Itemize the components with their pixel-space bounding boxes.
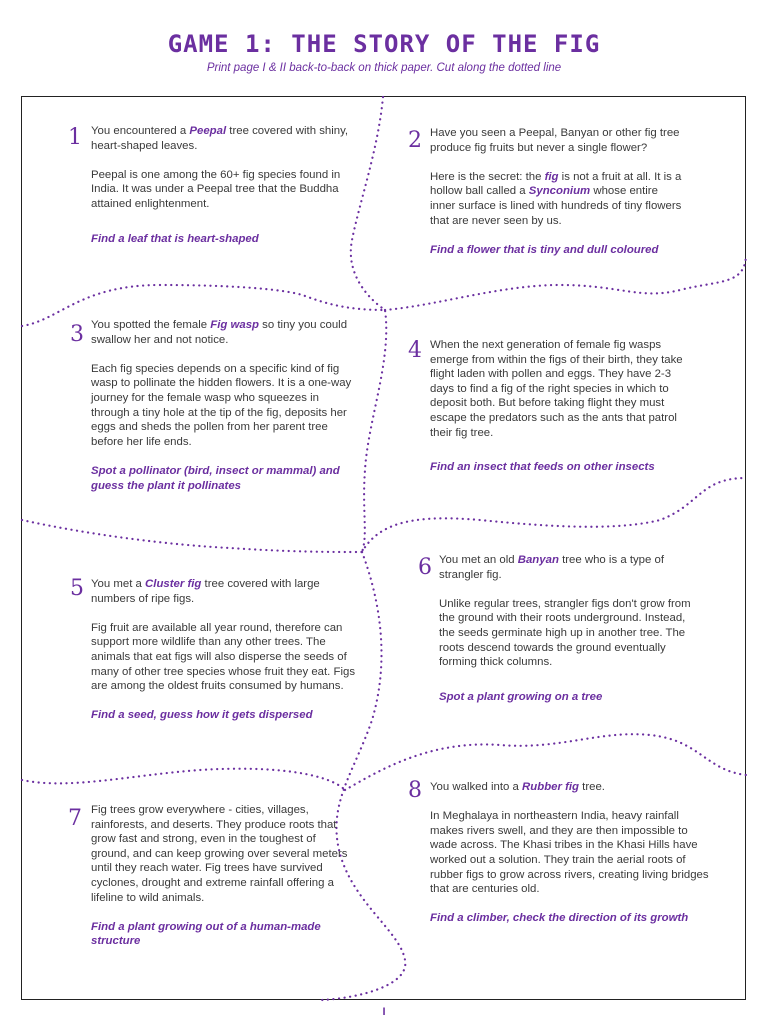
cut-line-middle-left bbox=[22, 520, 362, 552]
card-2 bbox=[430, 126, 686, 272]
card-1-highlight: Peepal bbox=[189, 125, 227, 137]
cut-line-lower-left bbox=[22, 769, 345, 790]
card-3-task: Spot a pollinator (bird, insect or mammal) and guess the plant it pollinates bbox=[91, 464, 340, 492]
card-1 bbox=[91, 124, 356, 261]
card-5-task: Find a seed, guess how it gets dispersed bbox=[91, 709, 313, 722]
card-2-lead: Have you seen a Peepal, Banyan or other fig tree produce fig fruits but never a single flower? bbox=[430, 127, 680, 154]
page-title: GAME 1: THE STORY OF THE FIG bbox=[167, 30, 601, 58]
card-8-lead: You walked into a Rubber fig tree. bbox=[430, 781, 605, 793]
card-4-number: 4 bbox=[408, 338, 422, 363]
card-1-task: Find a leaf that is heart-shaped bbox=[91, 232, 259, 245]
card-8-body: In Meghalaya in northeastern India, heavy rainfall makes rivers swell, and they are then impossible to wade across. The Khasi tribes in the Khasi Hills have worked out a solution. They train the aerial roots of rubber figs to grow across rivers, creating living bridges that are centuries old. bbox=[430, 810, 709, 896]
card-8-number: 8 bbox=[408, 778, 422, 803]
card-6 bbox=[439, 553, 701, 719]
card-6-lead: You met an old Banyan tree who is a type of strangler fig. bbox=[439, 554, 665, 581]
card-4-task: Find an insect that feeds on other insects bbox=[430, 461, 655, 474]
card-3 bbox=[91, 318, 356, 508]
cut-line-vertical-top bbox=[351, 97, 386, 552]
card-7-number: 7 bbox=[68, 806, 82, 831]
card-7-task: Find a plant growing out of a human-made structure bbox=[91, 920, 321, 948]
card-1-body: Peepal is one among the 60+ fig species found in India. It was under a Peepal tree that the Buddha attained enlightenment. bbox=[91, 168, 341, 210]
card-6-task: Spot a plant growing on a tree bbox=[439, 690, 603, 703]
card-8-task: Find a climber, check the direction of its growth bbox=[430, 912, 689, 925]
card-5-body: Fig fruit are available all year round, therefore can support more wildlife than any other trees. The animals that eat figs will also disperse the seeds of many of other tree species whose fruit they eat. Figs are among the oldest fruits consumed by humans. bbox=[91, 621, 356, 693]
card-3-body: Each fig species depends on a specific kind of fig wasp to pollinate the hidden flowers. It is a one-way journey for the female wasp who squeezes in through a tiny hole at the tip of the fig, deposits her eggs and sheds the pollen from her parent tree before her life ends. bbox=[91, 362, 352, 448]
card-1-number: 1 bbox=[68, 125, 82, 150]
card-5-number: 5 bbox=[70, 576, 84, 601]
card-3-lead: You spotted the female Fig wasp so tiny you could swallow her and not notice. bbox=[91, 319, 348, 346]
card-3-number: 3 bbox=[70, 322, 84, 347]
card-2-number: 2 bbox=[408, 128, 422, 153]
page-subtitle: Print page I & II back-to-back on thick paper. Cut along the dotted line bbox=[206, 62, 562, 74]
card-1-lead: You encountered a Peepal tree covered with shiny, heart-shaped leaves. bbox=[91, 125, 349, 152]
card-7-body: Fig trees grow everywhere - cities, villages, rainforests, and deserts. They produce roots that grow fast and strong, even in the toughest of ground, and can keep growing over several meters until they reach water. Fig trees have survived cyclones, drought and extreme rainfall offering a lifeline to wild animals. bbox=[91, 804, 348, 904]
card-2-body: Here is the secret: the fig is not a fruit at all. It is a hollow ball called a Synconium whose entire inner surface is lined with hundreds of tiny flowers that are never seen by us. bbox=[430, 170, 682, 227]
card-8 bbox=[430, 780, 712, 941]
card-5 bbox=[91, 577, 356, 738]
card-6-body: Unlike regular trees, strangler figs don't grow from the ground with their roots underground. Instead, the seeds germinate high up in another tree. The roots descend towards the ground eventually forming thick columns. bbox=[439, 597, 691, 669]
card-5-lead: You met a Cluster fig tree covered with large numbers of ripe figs. bbox=[91, 578, 320, 605]
page-number: I bbox=[382, 1006, 386, 1018]
card-7 bbox=[91, 803, 356, 964]
card-2-task: Find a flower that is tiny and dull coloured bbox=[430, 243, 659, 256]
card-4-body: When the next generation of female fig wasps emerge from within the figs of their birth, they take flight laden with pollen and eggs. They have 2-3 days to find a fig of the right species in which to deposit both. But before taking flight they must escape the predators such as the ants that patrol their fig tree. bbox=[430, 339, 683, 439]
card-6-number: 6 bbox=[418, 555, 432, 580]
card-4 bbox=[430, 338, 692, 489]
